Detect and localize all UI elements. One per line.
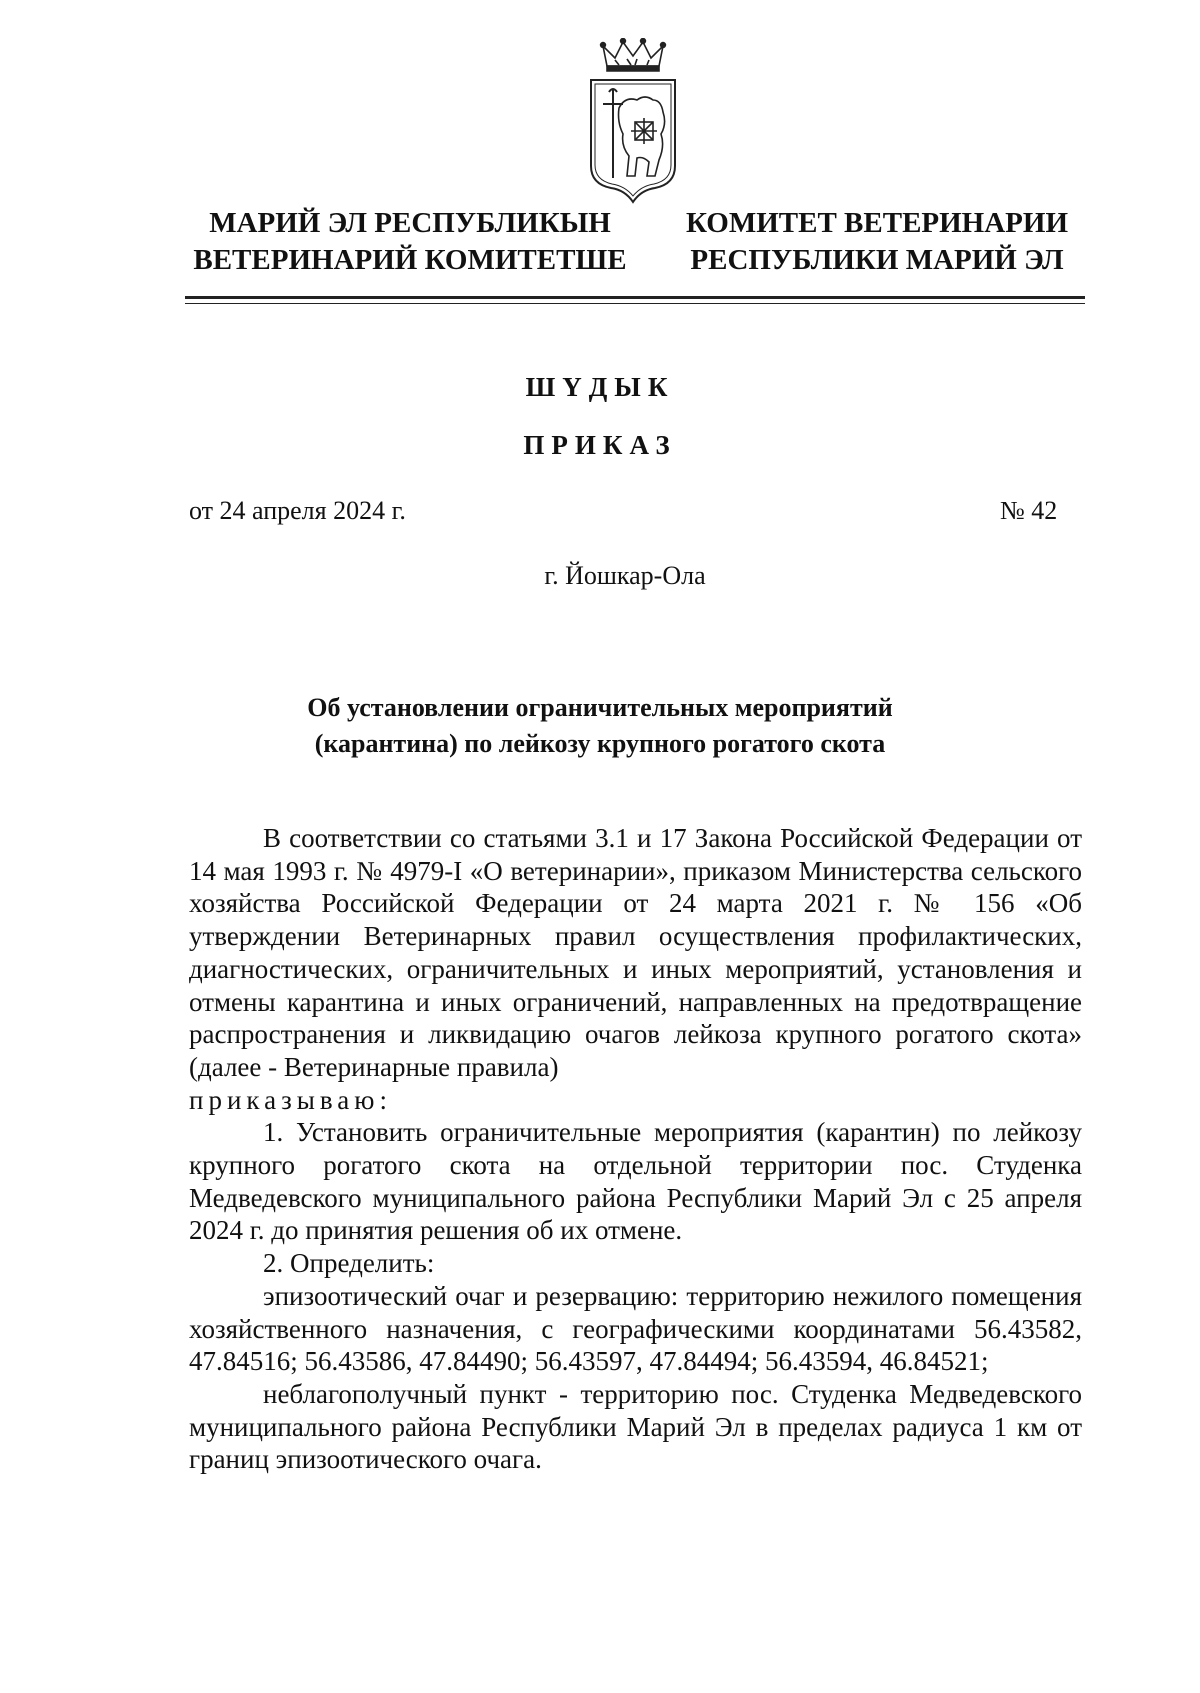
document-city: г. Йошкар-Ола <box>544 561 706 590</box>
document-subject <box>0 690 1200 762</box>
item-2-focus-paragraph: эпизоотический очаг и резервацию: территорию нежилого помещения хозяйственного назначения, с географическими координатами 56.43582, 47.84516; 56.43586, 47.84490; 56.43597, 47.84494; 56.43594, 46.84521; <box>189 1280 1082 1377</box>
header-mari-name <box>190 205 630 279</box>
coat-of-arms-mari-el-icon <box>585 38 681 208</box>
order-word: приказываю: <box>189 1084 392 1115</box>
doc-type-mari: ШҮДЫК <box>525 372 675 402</box>
document-body <box>189 822 1082 1476</box>
header-divider-thick <box>185 296 1085 299</box>
doc-type-russian: ПРИКАЗ <box>523 430 677 460</box>
document-date: от 24 апреля 2024 г. <box>189 496 406 525</box>
header-divider-thin <box>185 303 1085 304</box>
header-russian-line2: РЕСПУБЛИКИ МАРИЙ ЭЛ <box>690 244 1064 276</box>
subject-line1: Об установлении ограничительных мероприятий <box>307 693 893 722</box>
item-2-heading: 2. Определить: <box>263 1248 435 1279</box>
item-1-paragraph: 1. Установить ограничительные мероприятия (карантин) по лейкозу крупного рогатого скота на отдельной территории пос. Студенка Медведевского муниципального района Республики Марий Эл с 25 апреля 2024 г. до принятия решения об их отмене. <box>189 1117 1082 1246</box>
document-number: № 42 <box>1000 496 1058 525</box>
preamble-paragraph: В соответствии со статьями 3.1 и 17 Закона Российской Федерации от 14 мая 1993 г. № 4979-I «О ветеринарии», приказом Министерства сельского хозяйства Российской Федерации от 24 марта 2021 г. № 156 «Об утверждении Ветеринарных правил осуществления профилактических, диагностических, ограничительных и иных мероприятий, установления и отмены карантина и иных ограничений, направленных на предотвращение распространения и ликвидацию очагов лейкоза крупного рогатого скота» (далее - Ветеринарные правила) <box>189 823 1082 1082</box>
header-russian-name <box>672 205 1082 279</box>
header-russian-line1: КОМИТЕТ ВЕТЕРИНАРИИ <box>685 207 1069 239</box>
header-mari-line1: МАРИЙ ЭЛ РЕСПУБЛИКЫН <box>209 207 611 239</box>
header-mari-line2: ВЕТЕРИНАРИЙ КОМИТЕТШЕ <box>193 244 627 276</box>
subject-line2: (карантина) по лейкозу крупного рогатого скота <box>314 729 886 758</box>
item-2-area-paragraph: неблагополучный пункт - территорию пос. Студенка Медведевского муниципального района Республики Марий Эл в пределах радиуса 1 км от границ эпизоотического очага. <box>189 1378 1082 1475</box>
